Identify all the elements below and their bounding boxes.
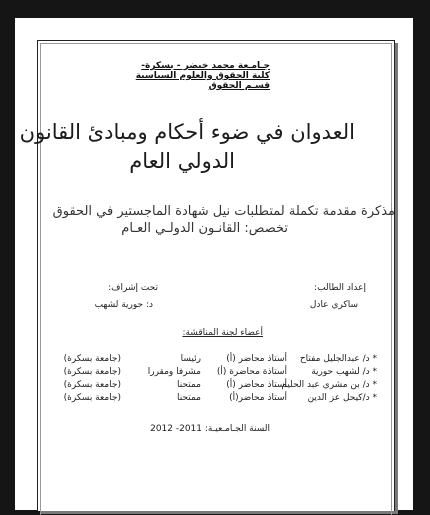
member-rank: أستاذ محاضر(أ) <box>229 393 287 403</box>
member-university: (جامعة بسكرة) <box>63 380 121 390</box>
academic-year: السنة الجـامـعيـة: 2011- 2012 <box>150 424 270 434</box>
member-role: مشرفا ومقررا <box>147 367 201 377</box>
member-university: (جامعة بسكرة) <box>63 354 121 364</box>
thesis-title-line1: العدوان في ضوء أحكام ومبادئ القانون <box>19 120 355 144</box>
supervisor-name: د: حورية لشهب <box>94 300 153 310</box>
university-name: جـامـعة محمد خيضر - بسكرة- <box>141 61 270 71</box>
member-name: * د/ لشهب حورية <box>311 367 377 377</box>
member-role: ممتحنا <box>176 380 201 390</box>
committee-member-row <box>43 367 383 378</box>
member-rank: أستاذ محاضر (أ) <box>226 380 287 390</box>
department-name: قسـم الحقوق <box>208 81 270 91</box>
thesis-description: مذكرة مقدمة تكملة لمتطلبات نيل شهادة الماجستير في الحقوق <box>52 204 395 219</box>
member-name: * د/ بن مشري عبد الحليم <box>281 380 377 390</box>
member-rank: أستاذة محاضرة (أ) <box>216 367 287 377</box>
member-name: * د/ عبدالجليل مفتاح <box>299 354 377 364</box>
student-label: إعداد الطالب: <box>314 283 366 293</box>
member-role: رئيسا <box>180 354 201 364</box>
page-border-inner <box>40 43 392 515</box>
thesis-specialization: تخصص: القانـون الدولـي العـام <box>121 221 288 236</box>
faculty-name: كلية الحقوق والعلوم السياسية <box>135 71 270 81</box>
committee-member-row <box>43 354 383 365</box>
committee-member-row <box>43 380 383 391</box>
student-name: ساكري عادل <box>309 300 358 310</box>
document-page <box>15 18 413 510</box>
member-university: (جامعة بسكرة) <box>63 367 121 377</box>
supervisor-label: تحت إشراف: <box>108 283 158 293</box>
thesis-title-line2: الدولي العام <box>129 149 235 173</box>
page-border-frame <box>37 40 395 511</box>
member-rank: أستاذ محاضر (أ) <box>226 354 287 364</box>
committee-title: أعضاء لجنة المناقشة: <box>182 328 263 338</box>
committee-member-row <box>43 393 383 404</box>
member-role: ممتحنا <box>176 393 201 403</box>
member-university: (جامعة بسكرة) <box>63 393 121 403</box>
member-name: * د/كيحل عز الدين <box>307 393 377 403</box>
